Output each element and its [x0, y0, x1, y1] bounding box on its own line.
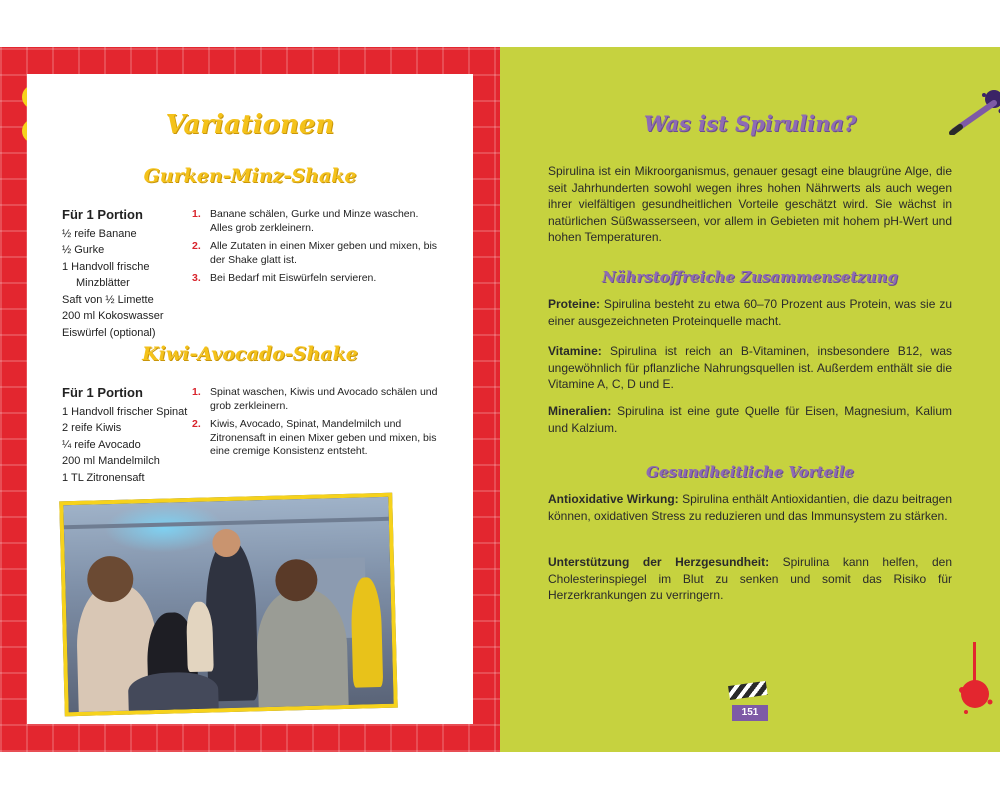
info-paragraph: [548, 554, 952, 604]
section-title: Nährstoffreiche Zusammensetzung: [602, 268, 898, 286]
page-number: 151: [732, 705, 768, 721]
ingredient: 200 ml Mandelmilch: [62, 455, 160, 467]
ingredient-list: [62, 385, 190, 486]
ingredient: ¼ reife Avocado: [62, 438, 141, 451]
recipe-title: Gurken-Minz-Shake: [143, 165, 357, 187]
page-title: Was ist Spirulina?: [643, 111, 857, 136]
step-item: [192, 240, 442, 267]
recipe-title: Kiwi-Avocado-Shake: [142, 343, 358, 365]
ingredient-list: [62, 207, 190, 341]
ingredient: Eiswürfel (optional): [62, 326, 156, 339]
step-text: Banane schälen, Gurke und Minze waschen. Alles grob zerkleinern.: [210, 208, 419, 234]
term-text: Spirulina kann helfen, den Cholesterinspiegel im Blut zu senken und somit das Risiko für Herzerkrankungen zu verringern.: [548, 555, 952, 602]
portion-label: Für 1 Portion: [62, 385, 143, 400]
portion-label: Für 1 Portion: [62, 207, 143, 222]
ingredient: ½ reife Banane: [62, 227, 137, 240]
term-text: Spirulina enthält Antioxidantien, die dazu beitragen können, oxidativen Stress zu reduzieren und das Immunsystem zu stärken.: [548, 492, 952, 523]
step-number: 1.: [192, 386, 201, 398]
term-label: Unterstützung der Herzgesundheit:: [548, 555, 770, 569]
party-photo: [59, 493, 398, 717]
term-label: Mineralien:: [548, 404, 612, 418]
info-paragraph: [548, 343, 952, 393]
intro-paragraph: Spirulina ist ein Mikroorganismus, genauer gesagt eine blaugrüne Alge, die seit Jahrhunderten sowohl wegen ihres hohen Nährwerts als auch wegen ihrer vielfältigen gesundheitlichen Vorteile geschätzt wird. Sie wächst in natürlichen Süßwasserseen, vor allem in Gebieten mit hohem pH-Wert und hohen Temperaturen.: [548, 164, 952, 244]
term-text: Spirulina besteht zu etwa 60–70 Prozent aus Protein, was sie zu einer ausgezeichneten Proteinquelle macht.: [548, 297, 952, 328]
ingredient: 1 Handvoll frische: [62, 260, 150, 273]
step-text: Spinat waschen, Kiwis und Avocado schälen und grob zerkleinern.: [210, 386, 438, 412]
step-number: 2.: [192, 418, 201, 430]
paint-splat-icon: [956, 642, 996, 722]
ingredient: ½ Gurke: [62, 244, 105, 256]
step-number: 2.: [192, 240, 201, 252]
section-title: Gesundheitliche Vorteile: [646, 463, 854, 481]
step-text: Kiwis, Avocado, Spinat, Mandelmilch und Zitronensaft in einen Mixer geben und mixen, bis eine cremige Konsistenz entsteht.: [210, 418, 437, 457]
page-heading: Variationen: [165, 110, 335, 140]
info-paragraph: [548, 296, 952, 329]
info-paragraph: [548, 491, 952, 524]
step-number: 1.: [192, 208, 201, 220]
ingredient: 1 TL Zitronensaft: [62, 471, 145, 484]
ingredient: 1 Handvoll frischer Spinat: [62, 405, 188, 418]
step-item: [192, 386, 442, 413]
ingredient: Minzblätter: [76, 277, 130, 289]
term-text: Spirulina ist eine gute Quelle für Eisen, Magnesium, Kalium und Kalzium.: [548, 404, 952, 435]
step-list: [192, 386, 442, 464]
ingredient: 200 ml Kokoswasser: [62, 310, 164, 322]
info-paragraph: [548, 403, 952, 436]
term-label: Proteine:: [548, 297, 601, 311]
ingredient: Saft von ½ Limette: [62, 293, 154, 306]
ingredient: 2 reife Kiwis: [62, 422, 122, 434]
step-item: [192, 208, 442, 235]
term-text: Spirulina ist reich an B-Vitaminen, insbesondere B12, was ungewöhnlich für pflanzliche Nahrungsquellen ist. Außerdem enthält sie die Vitamine A, C, D und E.: [548, 344, 952, 391]
step-item: [192, 418, 442, 459]
step-item: [192, 272, 442, 286]
right-page: [500, 47, 1000, 752]
step-text: Alle Zutaten in einen Mixer geben und mixen, bis der Shake glatt ist.: [210, 240, 438, 266]
term-label: Vitamine:: [548, 344, 602, 358]
step-list: [192, 208, 442, 291]
term-label: Antioxidative Wirkung:: [548, 492, 679, 506]
step-text: Bei Bedarf mit Eiswürfeln servieren.: [210, 272, 377, 284]
step-number: 3.: [192, 272, 201, 284]
